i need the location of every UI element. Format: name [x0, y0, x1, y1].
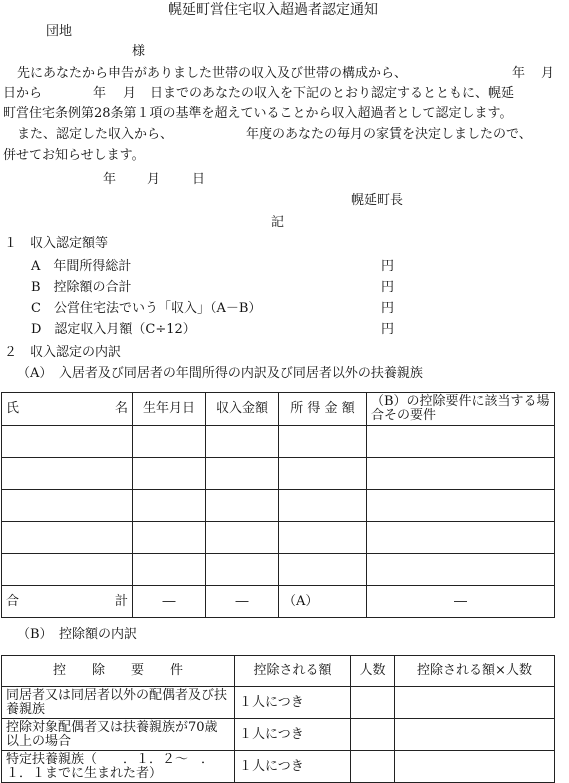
total-label: 合 計: [2, 586, 133, 618]
table-row: [2, 751, 555, 783]
item-d-unit: 円: [381, 322, 395, 337]
total-shotoku: （A）: [279, 586, 367, 618]
deduction-amount: １人につき: [235, 719, 351, 751]
total-row: [2, 586, 555, 618]
deduction-requirement: 特定扶養親族（ ．１．２～ ．１．１までに生まれた者）: [2, 751, 235, 783]
danchi-label: 団地: [46, 24, 73, 39]
document-title: 幌延町営住宅収入超過者認定通知: [168, 2, 378, 18]
item-d-label: D 認定収入月額（C÷12）: [31, 322, 196, 337]
header-persons: 人数: [351, 656, 395, 687]
table-row: [2, 687, 555, 719]
subsection-b-heading: （B） 控除額の内訳: [17, 627, 138, 642]
deduction-amount: １人につき: [235, 687, 351, 719]
ki-label: 記: [271, 215, 285, 230]
paragraph2-line2: 併せてお知らせします。: [3, 148, 145, 163]
header-deduction-amount: 控除される額: [235, 656, 351, 687]
header-requirement: （B）の控除要件に該当する場合その要件: [367, 393, 555, 426]
table-row: [2, 490, 555, 522]
item-a-unit: 円: [381, 259, 395, 274]
item-b-unit: 円: [381, 280, 395, 295]
income-table: [1, 392, 555, 618]
item-a-label: A 年間所得総計: [31, 259, 132, 274]
table-row: [2, 458, 555, 490]
subsection-a-heading: （A） 入居者及び同居者の年間所得の内訳及び同居者以外の扶養親族: [17, 366, 423, 381]
table-row: [2, 554, 555, 586]
p1-month: 月: [541, 66, 555, 81]
paragraph1-line1: 先にあなたから申告がありました世帯の収入及び世帯の構成から、: [17, 66, 408, 81]
deduction-table: [1, 655, 555, 783]
item-b-label: B 控除額の合計: [31, 280, 132, 295]
sama-label: 様: [132, 44, 146, 59]
header-amount-times-persons: 控除される額×人数: [395, 656, 555, 687]
paragraph2-line1-end: 年度のあなたの毎月の家賃を決定しましたので、: [246, 127, 532, 142]
table-row: [2, 522, 555, 554]
p1-year: 年: [512, 66, 526, 81]
date-day: 日: [192, 172, 206, 187]
total-birthdate: ―: [133, 586, 206, 618]
section2-heading: ２ 収入認定の内訳: [4, 345, 122, 360]
item-c-unit: 円: [381, 301, 395, 316]
deduction-amount: １人につき: [235, 751, 351, 783]
date-year: 年: [103, 172, 117, 187]
deduction-table-header: [2, 656, 555, 687]
header-shotoku: 所 得 金 額: [279, 393, 367, 426]
section1-heading: １ 収入認定額等: [4, 236, 109, 251]
p1-line2-end: 日までのあなたの収入を下記のとおり認定するとともに、幌延: [150, 86, 515, 101]
table-row: [2, 719, 555, 751]
header-income: 収入金額: [206, 393, 279, 426]
date-month: 月: [147, 172, 161, 187]
paragraph2-line1-start: また、認定した収入から、: [17, 127, 174, 142]
p1-line2-month: 月: [123, 86, 137, 101]
income-table-header: [2, 393, 555, 426]
total-requirement: ―: [367, 586, 555, 618]
p1-line2-start: 日から: [3, 86, 43, 101]
deduction-requirement: 同居者又は同居者以外の配偶者及び扶養親族: [2, 687, 235, 719]
table-row: [2, 426, 555, 458]
p1-line2-year: 年: [93, 86, 107, 101]
header-birthdate: 生年月日: [133, 393, 206, 426]
item-c-label: C 公営住宅法でいう「収入」（A－B）: [31, 301, 262, 316]
header-deduction-requirement: 控 除 要 件: [2, 656, 235, 687]
header-name: 氏 名: [2, 393, 133, 426]
deduction-requirement: 控除対象配偶者又は扶養親族が70歳以上の場合: [2, 719, 235, 751]
paragraph1-line3: 町営住宅条例第28条第１項の基準を超えていることから収入超過者として認定します。: [3, 106, 513, 121]
issuer: 幌延町長: [351, 193, 404, 208]
total-income: ―: [206, 586, 279, 618]
